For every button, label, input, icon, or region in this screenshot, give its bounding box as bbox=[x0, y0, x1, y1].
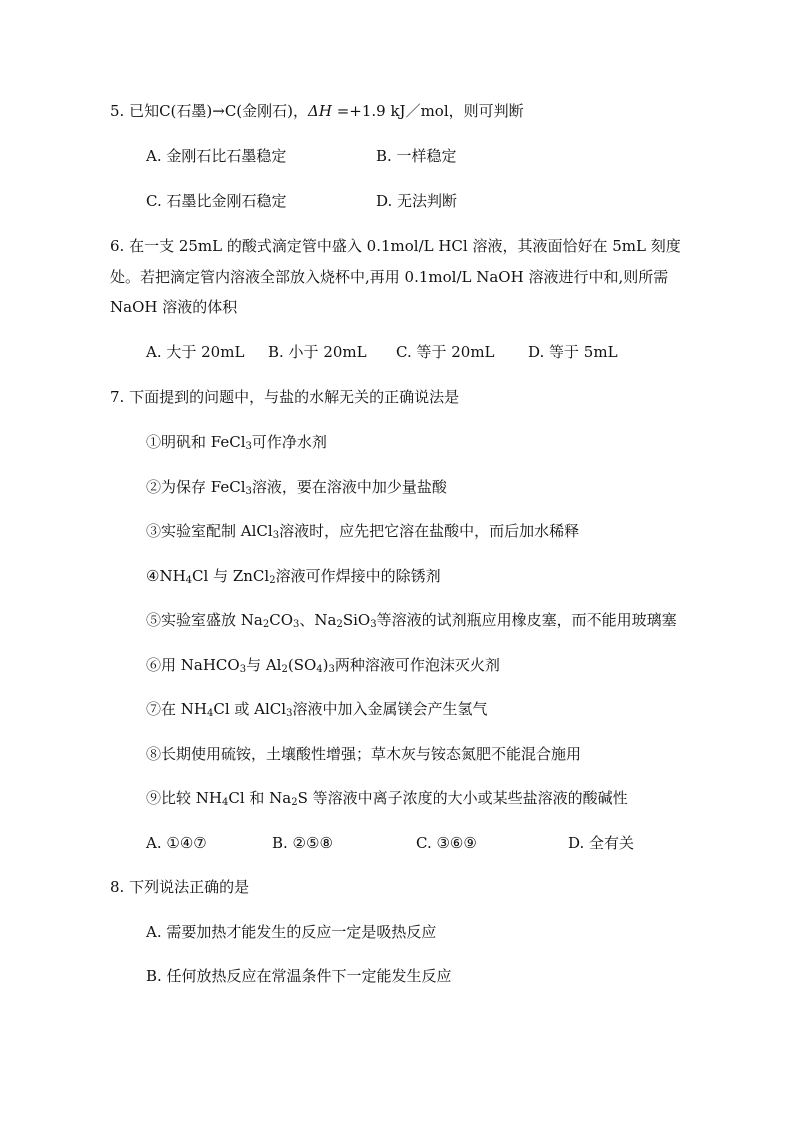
q5-stem-pre: 5. 已知C(石墨)→C(金刚石)， bbox=[110, 102, 309, 120]
q7-option-a: A. ①④⑦ bbox=[146, 834, 207, 852]
q5-option-d: D. 无法判断 bbox=[376, 192, 458, 210]
q7-option-c: C. ③⑥⑨ bbox=[416, 834, 477, 852]
q6-line-3: NaOH 溶液的体积 bbox=[110, 298, 238, 316]
q7-item-2: ②为保存 FeCl$_3$溶液，要在溶液中加少量盐酸 bbox=[146, 478, 447, 497]
q7-item-6: ⑥用 NaHCO$_3$与 $Al_2(SO_4)_3$两种溶液可作泡沫灭火剂 bbox=[146, 656, 500, 675]
q8-option-b: B. 任何放热反应在常温条件下一定能发生反应 bbox=[146, 967, 452, 985]
q8-stem: 8. 下列说法正确的是 bbox=[110, 878, 250, 896]
q7-item-8: ⑧长期使用硫铵，土壤酸性增强；草木灰与铵态氮肥不能混合施用 bbox=[146, 745, 582, 763]
q6-option-d: D. 等于 5mL bbox=[528, 343, 618, 361]
q5-option-b: B. 一样稳定 bbox=[376, 147, 457, 165]
q6-option-c: C. 等于 20mL bbox=[396, 343, 495, 361]
q8-option-a: A. 需要加热才能发生的反应一定是吸热反应 bbox=[146, 923, 437, 941]
q5-option-a: A. 金刚石比石墨稳定 bbox=[146, 147, 287, 165]
q5-option-c: C. 石墨比金刚石稳定 bbox=[146, 192, 287, 210]
q6-line-2: 处。若把滴定管内溶液全部放入烧杯中,再用 0.1mol/L NaOH 溶液进行中和,则所需 bbox=[110, 268, 669, 286]
q7-item-9: ⑨比较 $NH_4Cl$ 和 $Na_2S$ 等溶液中离子浓度的大小或某些盐溶液的酸碱性 bbox=[146, 789, 628, 808]
q7-stem: 7. 下面提到的问题中，与盐的水解无关的正确说法是 bbox=[110, 388, 460, 406]
q7-item-4: $④NH_4Cl$ 与 ZnCl$_2$溶液可作焊接中的除锈剂 bbox=[146, 567, 441, 586]
q5-stem-post: =+1.9 kJ／mol，则可判断 bbox=[331, 102, 524, 120]
q7-item-1: ①明矾和 FeCl$_3$可作净水剂 bbox=[146, 433, 327, 452]
q7-option-d: D. 全有关 bbox=[568, 834, 635, 852]
q7-item-3: ③实验室配制 AlCl$_3$溶液时，应先把它溶在盐酸中，而后加水稀释 bbox=[146, 522, 580, 541]
q7-item-5: ⑤实验室盛放 $Na_2CO_3$、$Na_2SiO_3$等溶液的试剂瓶应用橡皮塞，而不能用玻璃塞 bbox=[146, 611, 677, 630]
q5-stem bbox=[110, 101, 524, 121]
q7-item-7: ⑦在 $NH_4Cl$ 或 AlCl$_3$溶液中加入金属镁会产生氢气 bbox=[146, 700, 488, 719]
q6-option-b: B. 小于 20mL bbox=[268, 343, 367, 361]
q5-delta-h: ΔH bbox=[308, 102, 332, 120]
q6-option-a: A. 大于 20mL bbox=[146, 343, 245, 361]
q7-option-b: B. ②⑤⑧ bbox=[272, 834, 333, 852]
q6-line-1: 6. 在一支 25mL 的酸式滴定管中盛入 0.1mol/L HCl 溶液，其液面恰好在 5mL 刻度 bbox=[110, 237, 681, 255]
